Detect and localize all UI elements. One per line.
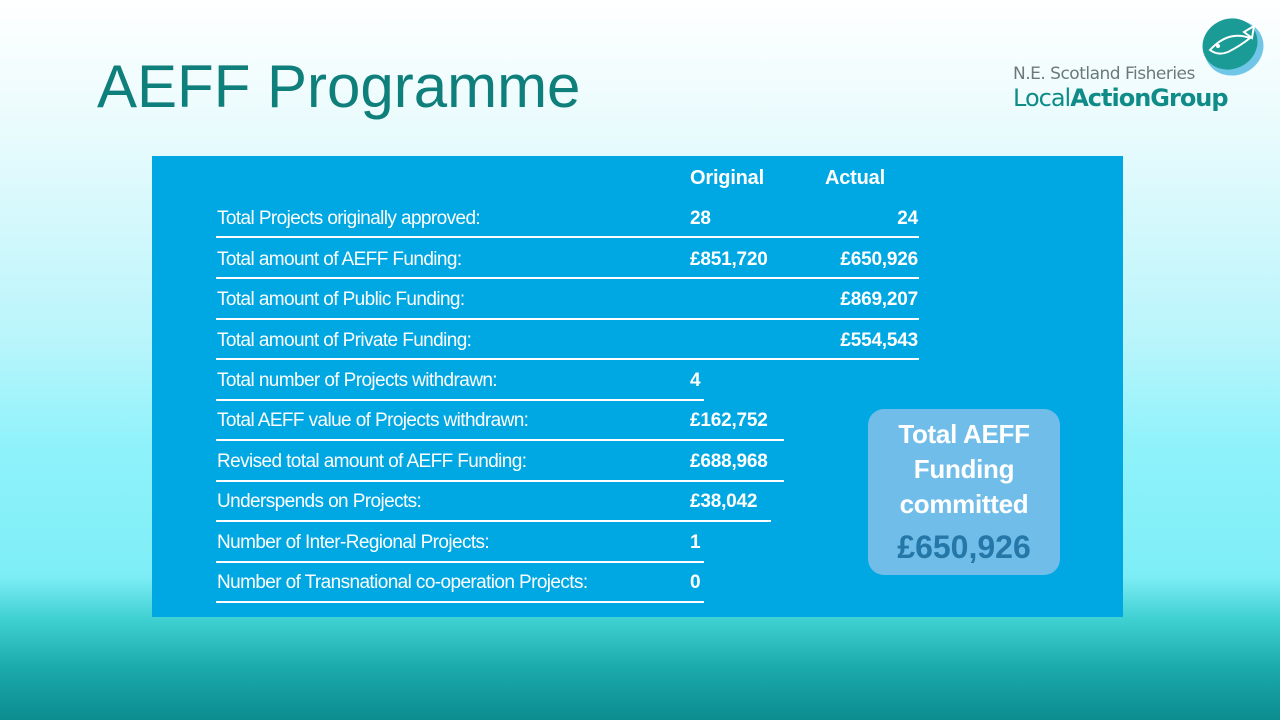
header-original: Original — [690, 167, 764, 189]
row-label: Number of Transnational co-operation Projects: — [217, 572, 588, 593]
row-actual: £650,926 — [840, 249, 918, 270]
row-label: Revised total amount of AEFF Funding: — [217, 451, 527, 472]
row-actual: £554,543 — [840, 330, 918, 351]
logo-action-group: ActionGroup — [1070, 84, 1228, 112]
logo-line2 — [1013, 84, 1228, 112]
total-label-line: Funding — [913, 454, 1015, 484]
total-funding-value: £650,926 — [897, 529, 1031, 565]
logo — [1010, 12, 1270, 117]
row-divider — [216, 318, 919, 320]
row-original: 28 — [690, 208, 711, 229]
logo-local: Local — [1013, 84, 1071, 112]
row-label: Underspends on Projects: — [217, 491, 422, 512]
row-divider — [216, 399, 704, 401]
total-label-line: committed — [899, 489, 1029, 519]
row-divider — [216, 358, 919, 360]
header-actual: Actual — [825, 167, 885, 189]
funding-table-panel — [152, 156, 1123, 617]
slide-title: AEFF Programme — [97, 53, 581, 120]
row-label: Total amount of Public Funding: — [217, 289, 465, 310]
row-label: Total amount of AEFF Funding: — [217, 249, 462, 270]
row-divider — [216, 277, 919, 279]
row-original: 4 — [690, 370, 701, 391]
row-original: £38,042 — [690, 491, 758, 512]
total-funding-callout — [868, 409, 1060, 575]
logo-line1: N.E. Scotland Fisheries — [1013, 64, 1195, 84]
row-divider — [216, 601, 704, 603]
row-label: Total Projects originally approved: — [217, 208, 481, 229]
row-actual: 24 — [897, 208, 918, 229]
row-divider — [216, 520, 771, 522]
row-original: £851,720 — [690, 249, 768, 270]
row-original: 1 — [690, 532, 701, 553]
row-label: Number of Inter-Regional Projects: — [217, 532, 490, 553]
row-divider — [216, 439, 784, 441]
row-original: £162,752 — [690, 410, 768, 431]
row-label: Total amount of Private Funding: — [217, 330, 472, 351]
row-divider — [216, 561, 704, 563]
total-funding-label — [868, 417, 1060, 522]
row-divider — [216, 236, 919, 238]
row-label: Total number of Projects withdrawn: — [217, 370, 497, 391]
row-original: 0 — [690, 572, 701, 593]
row-divider — [216, 480, 784, 482]
row-label: Total AEFF value of Projects withdrawn: — [217, 410, 529, 431]
row-original: £688,968 — [690, 451, 768, 472]
fish-icon — [1188, 12, 1270, 82]
row-actual: £869,207 — [840, 289, 918, 310]
total-label-line: Total AEFF — [898, 419, 1030, 449]
